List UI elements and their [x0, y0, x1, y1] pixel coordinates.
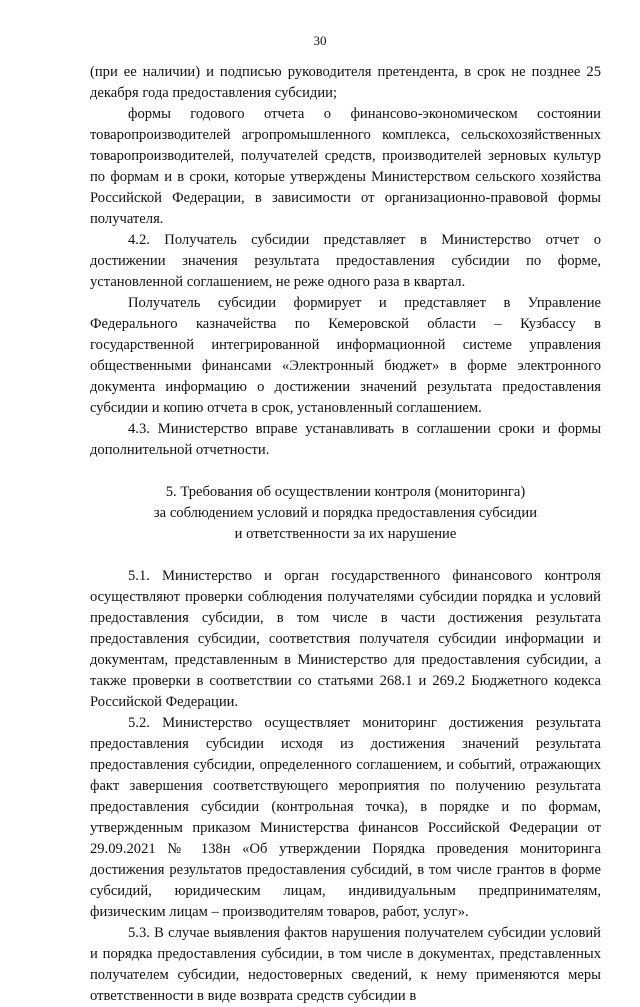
paragraph-p1: (при ее наличии) и подписью руководителя претендента, в срок не позднее 25 декабря года предоставления субсидии;: [90, 64, 601, 101]
paragraph-5-2: 5.2. Министерство осуществляет мониторинг достижения результата предоставления субсидии исходя из достижения значений результата предоставления субсидии, определенного соглашением, и событий, отражающих факт завершения соответствующего мероприятия по получению результата предоставления субсидии (контрольная точка), в порядке и по формам, утвержденным приказом Министерства финансов Российской Федерации от 29.09.2021 № 138н «Об утверждении Порядка проведения мониторинга достижения результатов предоставления субсидий, в том числе грантов в форме субсидий, юридическим лицам, индивидуальным предпринимателям, физическим лицам – производителям товаров, работ, услуг».: [90, 715, 601, 920]
paragraph-5-1: 5.1. Министерство и орган государственного финансового контроля осуществляют проверки соблюдения получателями субсидии порядка и условий предоставления субсидии, в том числе в части достижения результата предоставления субсидии, соответствия получателя субсидии информации и документам, представленным в Министерство для предоставления субсидии, а также проверки в соответствии со статьями 268.1 и 269.2 Бюджетного кодекса Российской Федерации.: [90, 568, 601, 710]
section-heading-line-2: за соблюдением условий и порядка предоставления субсидии: [153, 505, 538, 521]
paragraph-p2: формы годового отчета о финансово-экономическом состоянии товаропроизводителей агропромышленного комплекса, сельскохозяйственных товаропроизводителей, получателей средств, производителей зерновых культур по формам и в сроки, которые утверждены Министерством сельского хозяйства Российской Федерации, в зависимости от организационно-правовой формы получателя.: [90, 106, 601, 227]
paragraph-p4: Получатель субсидии формирует и представляет в Управление Федерального казначейства по Кемеровской области – Кузбассу в государственной интегрированной информационной системе управления общественными финансами «Электронный бюджет» в форме электронного документа информацию о достижении значений результата предоставления субсидии и копию отчета в срок, установленный соглашением.: [90, 295, 601, 416]
section-heading: [90, 482, 601, 545]
section-heading-line-3: и ответственности за их нарушение: [234, 526, 457, 542]
page-number: 30: [313, 33, 327, 48]
section-heading-line-1: 5. Требования об осуществлении контроля (мониторинга): [165, 484, 526, 500]
spacer: [90, 545, 601, 566]
paragraph-4-2: 4.2. Получатель субсидии представляет в Министерство отчет о достижении значения результата предоставления субсидии по форме, установленной соглашением, не реже одного раза в квартал.: [90, 232, 601, 290]
spacer: [90, 461, 601, 482]
document-body: [90, 62, 601, 1007]
paragraph-5-3: 5.3. В случае выявления фактов нарушения получателем субсидии условий и порядка предоставления субсидии, в том числе в документах, представленных получателем субсидии, недостоверных сведений, к нему применяются меры ответственности в виде возврата средств субсидии в: [90, 925, 601, 1004]
paragraph-4-3: 4.3. Министерство вправе устанавливать в соглашении сроки и формы дополнительной отчетности.: [90, 421, 601, 458]
